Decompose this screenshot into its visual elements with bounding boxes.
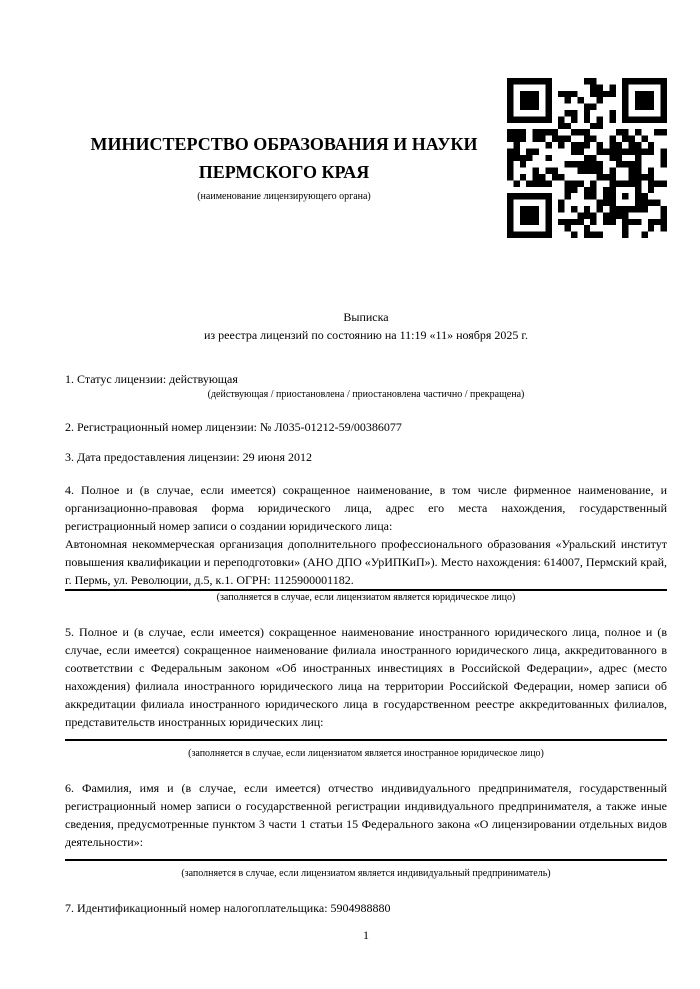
licensing-authority-block <box>65 130 503 203</box>
qr-code-icon <box>507 78 667 238</box>
item-1-caption: (действующая / приостановлена / приостановлена частично / прекращена) <box>207 389 525 400</box>
item-6-individual-entrepreneur <box>65 779 667 880</box>
document-title-line2: из реестра лицензий по состоянию на 11:19 «11» ноября 2025 г. <box>204 328 528 342</box>
item-3-license-date: 3. Дата предоставления лицензии: 29 июня 2012 <box>65 450 312 464</box>
document-title <box>65 308 667 344</box>
item-6-fill-line <box>65 859 667 861</box>
item-5-fill-line <box>65 739 667 741</box>
page-number: 1 <box>363 928 369 942</box>
item-7-taxpayer-number: 7. Идентификационный номер налогоплательщика: 5904988880 <box>65 901 391 915</box>
item-1-license-status: 1. Статус лицензии: действующая <box>65 372 238 386</box>
item-6-caption: (заполняется в случае, если лицензиатом является индивидуальный предприниматель) <box>181 868 551 879</box>
item-4-value: Автономная некоммерческая организация дополнительного профессионального образования «Уральский институт повышения квалификации и переподготовки» (АНО ДПО «УрИПКиП»). Место нахождения: 614007, Пермский край, г. Пермь, ул. Революции, д.5, к.1. ОГРН: 1125900001182. <box>65 537 667 587</box>
item-5-statement: 5. Полное и (в случае, если имеется) сокращенное наименование иностранного юридического лица, полное и (в случае, если имеется) сокращенное наименование филиала иностранного юридического лица, аккредитованного в соответствии с Федеральным законом «Об иностранных инвестициях в Российской Федерации», адрес (место нахождения) филиала иностранного юридического лица на территории Российской Федерации, номер записи об аккредитации филиала иностранного юридического лица в государственном реестре аккредитованных филиалов, представительств иностранных юридических лиц: <box>65 625 667 729</box>
ministry-name-caption: (наименование лицензирующего органа) <box>197 191 371 202</box>
item-5-foreign-entity <box>65 623 667 760</box>
ministry-name-line1: МИНИСТЕРСТВО ОБРАЗОВАНИЯ И НАУКИ <box>90 134 478 154</box>
item-4-legal-entity <box>65 481 667 604</box>
item-4-statement: 4. Полное и (в случае, если имеется) сокращенное наименование, в том числе фирменное наименование, и организационно-правовая форма юридического лица, адрес его места нахождения, государственный регистрационный номер записи о создании юридического лица: <box>65 483 667 533</box>
ministry-name-line2: ПЕРМСКОГО КРАЯ <box>198 162 370 182</box>
document-header <box>65 0 667 270</box>
document-title-line1: Выписка <box>343 310 389 324</box>
document-body <box>65 370 667 917</box>
item-2-registration-number: 2. Регистрационный номер лицензии: № Л035-01212-59/00386077 <box>65 420 402 434</box>
item-4-caption: (заполняется в случае, если лицензиатом является юридическое лицо) <box>216 592 516 603</box>
item-5-caption: (заполняется в случае, если лицензиатом является иностранное юридическое лицо) <box>188 748 544 759</box>
item-6-statement: 6. Фамилия, имя и (в случае, если имеется) отчество индивидуального предпринимателя, государственный регистрационный номер записи о государственной регистрации индивидуального предпринимателя, а также иные сведения, предусмотренные пунктом 3 части 1 статьи 15 Федерального закона «О лицензировании отдельных видов деятельности»: <box>65 781 667 849</box>
